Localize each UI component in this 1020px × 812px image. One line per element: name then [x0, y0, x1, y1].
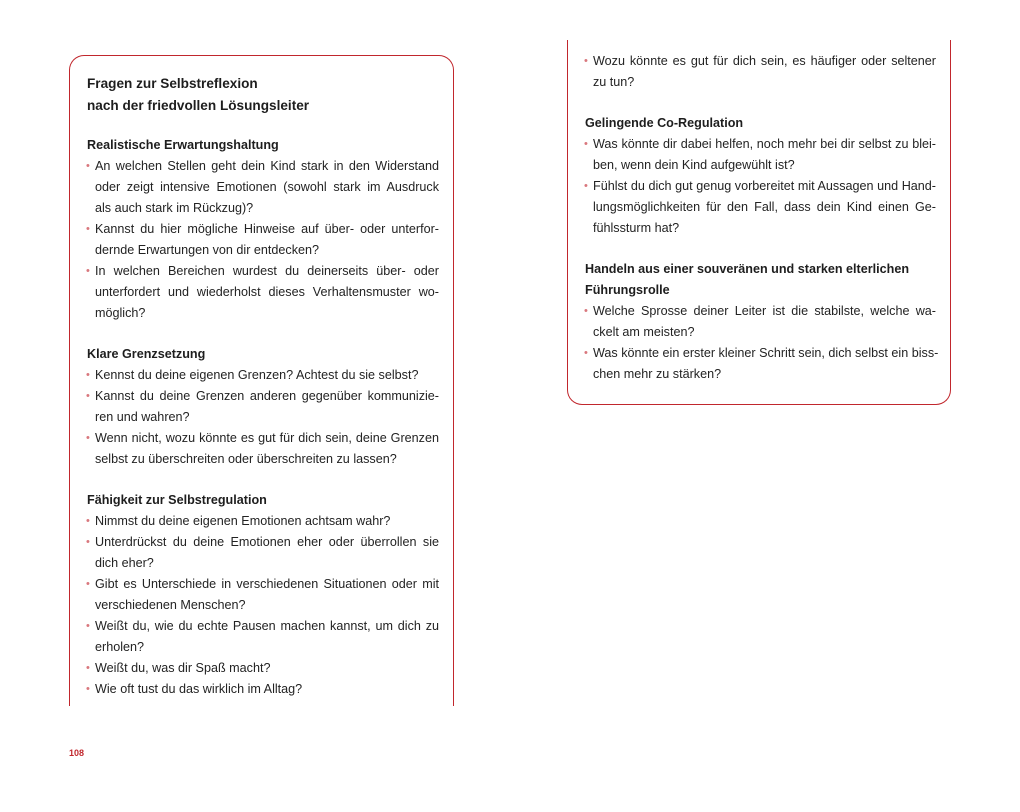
right-question-box — [567, 40, 951, 405]
text-line: dich eher? — [95, 556, 154, 570]
question-item — [585, 134, 936, 176]
continued-question-list — [585, 51, 936, 93]
box-title-line-2: nach der friedvollen Lösungsleiter — [87, 98, 310, 113]
text-line: ckelt am meisten? — [593, 325, 695, 339]
question-list — [87, 365, 439, 470]
question-section — [585, 259, 939, 385]
text-line: • Weißt du, was dir Spaß macht? — [95, 661, 271, 675]
question-list — [585, 301, 939, 385]
page-number: 108 — [69, 748, 85, 758]
text-line: • Wie oft tust du das wirklich im Alltag? — [95, 682, 303, 696]
text-line: • Welche Sprosse deiner Leiter ist die stabilste, welche wa- — [593, 304, 936, 318]
section-heading-line: Realistische Erwartungshaltung — [87, 138, 279, 152]
right-sections — [585, 113, 939, 385]
text-line: • Was könnte dir dabei helfen, noch mehr bei dir selbst zu blei- — [593, 137, 936, 151]
text-line: möglich? — [95, 306, 146, 320]
box-title-line-1: Fragen zur Selbstreflexion — [87, 76, 258, 91]
question-item — [585, 343, 939, 385]
section-heading — [585, 259, 936, 301]
question-list — [585, 134, 936, 239]
question-item — [87, 511, 439, 532]
text-line: chen mehr zu stärken? — [593, 367, 722, 381]
question-item — [87, 219, 439, 261]
question-section — [87, 344, 439, 470]
section-heading-line: Handeln aus einer souveränen und starken elterlichen — [585, 262, 910, 276]
section-heading-line: Fähigkeit zur Selbstregulation — [87, 493, 267, 507]
section-heading — [87, 344, 439, 365]
question-item — [585, 301, 936, 343]
section-heading-line: Klare Grenzsetzung — [87, 347, 206, 361]
text-line: • Gibt es Unterschiede in verschiedenen Situationen oder mit — [95, 577, 439, 591]
text-line: lungsmöglichkeiten für den Fall, dass dein Kind einen Ge- — [593, 200, 936, 214]
question-item — [87, 261, 439, 324]
text-line: • Fühlst du dich gut genug vorbereitet mit Aussagen und Hand- — [593, 179, 936, 193]
left-sections — [87, 135, 439, 700]
question-item — [87, 386, 439, 428]
question-item — [87, 616, 439, 658]
right-sections-wrapper — [585, 51, 939, 385]
question-item — [87, 532, 439, 574]
text-line: ben, wenn dein Kind aufgewühlt ist? — [593, 158, 795, 172]
section-heading — [87, 490, 439, 511]
text-line: selbst zu überschreiten oder überschreiten zu lassen? — [95, 452, 397, 466]
box-title — [87, 73, 439, 117]
question-item — [87, 679, 439, 700]
question-item — [87, 658, 439, 679]
left-question-box — [69, 55, 454, 706]
text-line: zu tun? — [593, 75, 635, 89]
text-line: • Unterdrückst du deine Emotionen eher oder überrollen sie — [95, 535, 439, 549]
question-section — [585, 113, 936, 239]
text-line: verschiedenen Menschen? — [95, 598, 246, 612]
text-line: dernde Erwartungen von dir entdecken? — [95, 243, 320, 257]
question-list — [87, 511, 439, 700]
question-list — [87, 156, 439, 324]
question-item — [585, 51, 936, 93]
text-line: • In welchen Bereichen wurdest du deinerseits über- oder — [95, 264, 439, 278]
text-line: • Kannst du deine Grenzen anderen gegenüber kommunizie- — [95, 389, 439, 403]
text-line: • An welchen Stellen geht dein Kind stark in den Widerstand — [95, 159, 439, 173]
section-heading — [87, 135, 439, 156]
question-section — [87, 135, 439, 324]
question-item — [87, 428, 439, 470]
text-line: ren und wahren? — [95, 410, 190, 424]
text-line: • Weißt du, wie du echte Pausen machen kannst, um dich zu — [95, 619, 439, 633]
text-line: fühlssturm hat? — [593, 221, 680, 235]
section-heading — [585, 113, 936, 134]
text-line: • Wenn nicht, wozu könnte es gut für dich sein, deine Grenzen — [95, 431, 439, 445]
text-line: erholen? — [95, 640, 145, 654]
text-line: • Wozu könnte es gut für dich sein, es häufiger oder seltener — [593, 54, 936, 68]
question-item — [87, 365, 439, 386]
section-heading-line: Gelingende Co-Regulation — [585, 116, 744, 130]
text-line: oder zeigt intensive Emotionen (sowohl stark im Ausdruck — [95, 180, 439, 194]
text-line: • Kennst du deine eigenen Grenzen? Achtest du sie selbst? — [95, 368, 419, 382]
text-line: als auch stark im Rückzug)? — [95, 201, 254, 215]
text-line: • Kannst du hier mögliche Hinweise auf über- oder unterfor- — [95, 222, 439, 236]
section-heading-line: Führungsrolle — [585, 283, 670, 297]
text-line: unterfordert und wiederholst dieses Verhaltensmuster wo- — [95, 285, 439, 299]
question-item — [87, 574, 439, 616]
text-line: • Nimmst du deine eigenen Emotionen achtsam wahr? — [95, 514, 391, 528]
question-item — [87, 156, 439, 219]
text-line: • Was könnte ein erster kleiner Schritt sein, dich selbst ein biss- — [593, 346, 939, 360]
question-item — [585, 176, 936, 239]
question-section — [87, 490, 439, 700]
